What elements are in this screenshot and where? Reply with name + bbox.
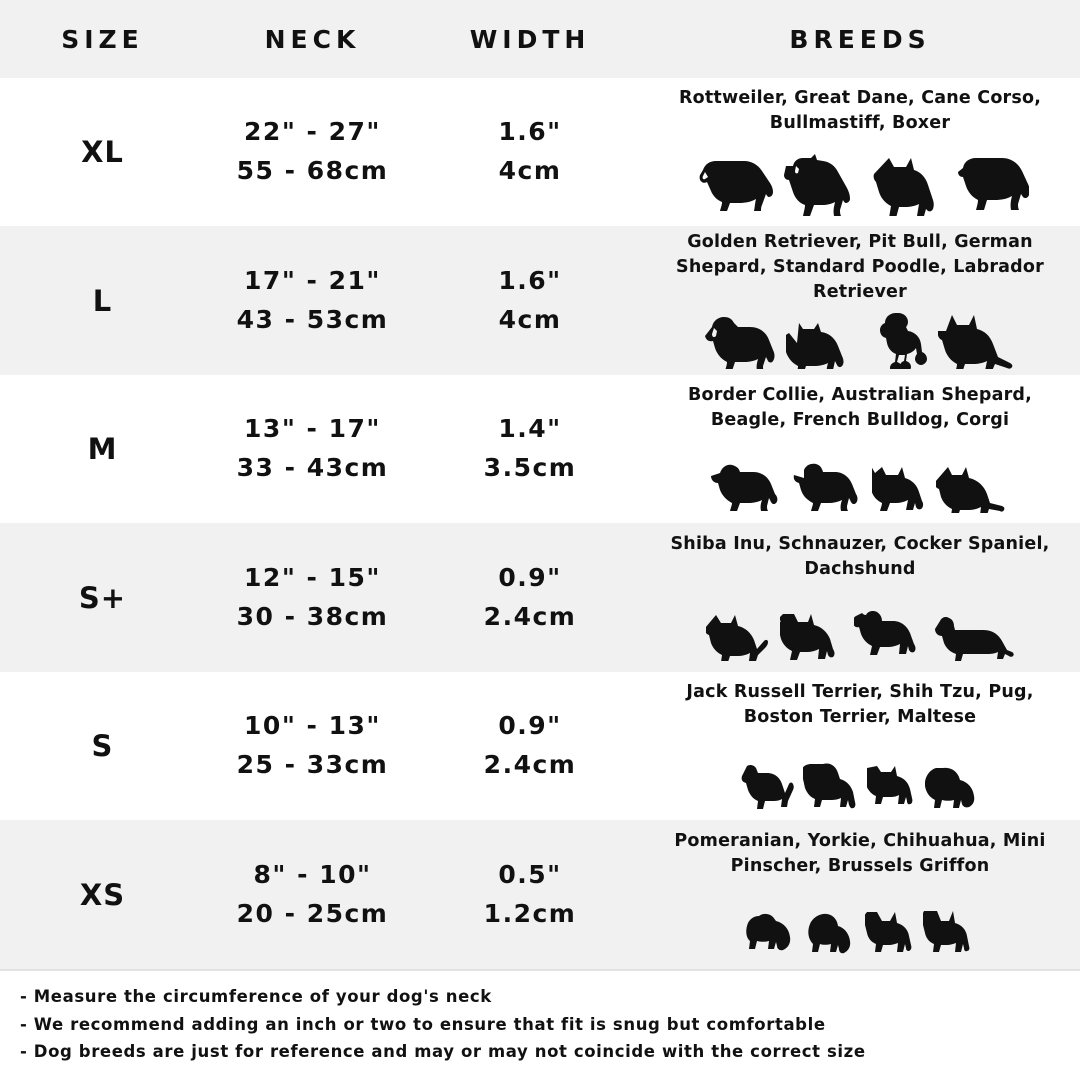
table-row [0, 226, 1080, 374]
breeds-list: Shiba Inu, Schnauzer, Cocker Spaniel, Dachshund [670, 533, 1050, 579]
neck-cm: 33 - 43cm [236, 453, 389, 483]
bullmastiff-silhouette-icon [949, 154, 1029, 216]
dachshund-silhouette-icon [930, 615, 1014, 661]
size-value: XS [79, 877, 126, 912]
width-cm: 3.5cm [483, 453, 577, 483]
breeds-cell [640, 226, 1080, 374]
pomeranian-silhouette-icon [745, 912, 801, 958]
size-value: XL [81, 135, 124, 170]
breed-icons [745, 884, 975, 958]
width-cell [420, 523, 640, 671]
breed-icons [706, 587, 1014, 661]
breed-icons [735, 736, 985, 810]
neck-cell [205, 523, 420, 671]
german-shepard-silhouette-icon [938, 311, 1018, 369]
header-width: WIDTH [469, 24, 591, 54]
corgi-silhouette-icon [936, 463, 1010, 513]
size-cell [0, 672, 205, 820]
breeds-list: Pomeranian, Yorkie, Chihuahua, Mini Pinscher, Brussels Griffon [674, 830, 1046, 876]
neck-inches: 12" - 15" [244, 562, 381, 592]
neck-inches: 13" - 17" [244, 414, 381, 444]
width-cm: 4cm [498, 156, 562, 186]
neck-inches: 10" - 13" [244, 711, 381, 741]
size-value: L [92, 283, 113, 318]
schnauzer-silhouette-icon [780, 611, 848, 661]
width-inches: 0.9" [498, 711, 562, 741]
breed-icons [691, 142, 1029, 216]
neck-cell [205, 820, 420, 968]
width-inches: 0.9" [498, 562, 562, 592]
border-collie-silhouette-icon [710, 461, 786, 513]
neck-inches: 22" - 27" [244, 117, 381, 147]
table-row [0, 375, 1080, 523]
pit-bull-silhouette-icon [786, 313, 862, 369]
width-cm: 1.2cm [483, 898, 577, 928]
cane-corso-silhouette-icon [871, 154, 943, 216]
header-neck: NECK [264, 24, 361, 54]
breeds-cell [640, 820, 1080, 968]
breed-icons [702, 311, 1018, 369]
breeds-cell [640, 672, 1080, 820]
header-breeds: BREEDS [789, 24, 931, 54]
cocker-spaniel-silhouette-icon [854, 609, 924, 661]
rottweiler-silhouette-icon [691, 154, 777, 216]
size-value: S+ [78, 580, 127, 615]
neck-cell [205, 78, 420, 226]
note-item: - We recommend adding an inch or two to ensure that fit is snug but comfortable [20, 1014, 826, 1034]
width-cm: 4cm [498, 304, 562, 334]
size-value: M [87, 432, 118, 467]
size-cell [0, 523, 205, 671]
golden-retriever-silhouette-icon [702, 313, 780, 369]
neck-inches: 8" - 10" [253, 859, 372, 889]
width-cm: 2.4cm [483, 750, 577, 780]
size-cell [0, 375, 205, 523]
table-row [0, 523, 1080, 671]
table-row [0, 672, 1080, 820]
standard-poodle-silhouette-icon [868, 311, 932, 369]
pug-silhouette-icon [867, 762, 919, 810]
size-cell [0, 78, 205, 226]
width-inches: 1.6" [498, 265, 562, 295]
beagle-silhouette-icon [792, 461, 866, 513]
breeds-list: Golden Retriever, Pit Bull, German Shepard, Standard Poodle, Labrador Retriever [676, 232, 1044, 303]
width-cm: 2.4cm [483, 601, 577, 631]
shiba-inu-silhouette-icon [706, 611, 774, 661]
table-row [0, 820, 1080, 968]
great-dane-silhouette-icon [783, 154, 865, 216]
width-inches: 1.6" [498, 117, 562, 147]
maltese-silhouette-icon [925, 766, 985, 810]
breed-icons [710, 439, 1010, 513]
yorkie-silhouette-icon [807, 912, 859, 958]
mini-pinscher-silhouette-icon [923, 910, 975, 958]
breeds-list: Rottweiler, Great Dane, Cane Corso, Bullmastiff, Boxer [678, 88, 1042, 134]
chihuahua-silhouette-icon [865, 910, 917, 958]
neck-cm: 43 - 53cm [236, 304, 389, 334]
size-value: S [91, 729, 114, 764]
breeds-list: Jack Russell Terrier, Shih Tzu, Pug, Boston Terrier, Maltese [686, 682, 1034, 728]
french-bulldog-silhouette-icon [872, 461, 930, 513]
size-cell [0, 226, 205, 374]
breeds-list: Border Collie, Australian Shepard, Beagle, French Bulldog, Corgi [687, 385, 1033, 431]
neck-cell [205, 672, 420, 820]
width-inches: 0.5" [498, 859, 562, 889]
width-cell [420, 820, 640, 968]
neck-inches: 17" - 21" [244, 265, 381, 295]
jack-russell-terrier-silhouette-icon [735, 762, 797, 810]
breeds-cell [640, 523, 1080, 671]
table-row [0, 78, 1080, 226]
width-cell [420, 226, 640, 374]
header-size: SIZE [61, 24, 144, 54]
width-cell [420, 78, 640, 226]
neck-cell [205, 375, 420, 523]
neck-cm: 55 - 68cm [236, 156, 389, 186]
width-cell [420, 375, 640, 523]
width-inches: 1.4" [498, 414, 562, 444]
width-cell [420, 672, 640, 820]
breeds-cell [640, 78, 1080, 226]
breeds-cell [640, 375, 1080, 523]
size-cell [0, 820, 205, 968]
note-item: - Dog breeds are just for reference and may or may not coincide with the correct size [20, 1042, 866, 1062]
notes-section [0, 969, 1080, 1080]
note-item: - Measure the circumference of your dog's neck [20, 986, 492, 1006]
shih-tzu-silhouette-icon [803, 762, 861, 810]
table-header-row [0, 0, 1080, 78]
neck-cm: 25 - 33cm [236, 750, 389, 780]
neck-cm: 20 - 25cm [236, 898, 389, 928]
neck-cell [205, 226, 420, 374]
neck-cm: 30 - 38cm [236, 601, 389, 631]
